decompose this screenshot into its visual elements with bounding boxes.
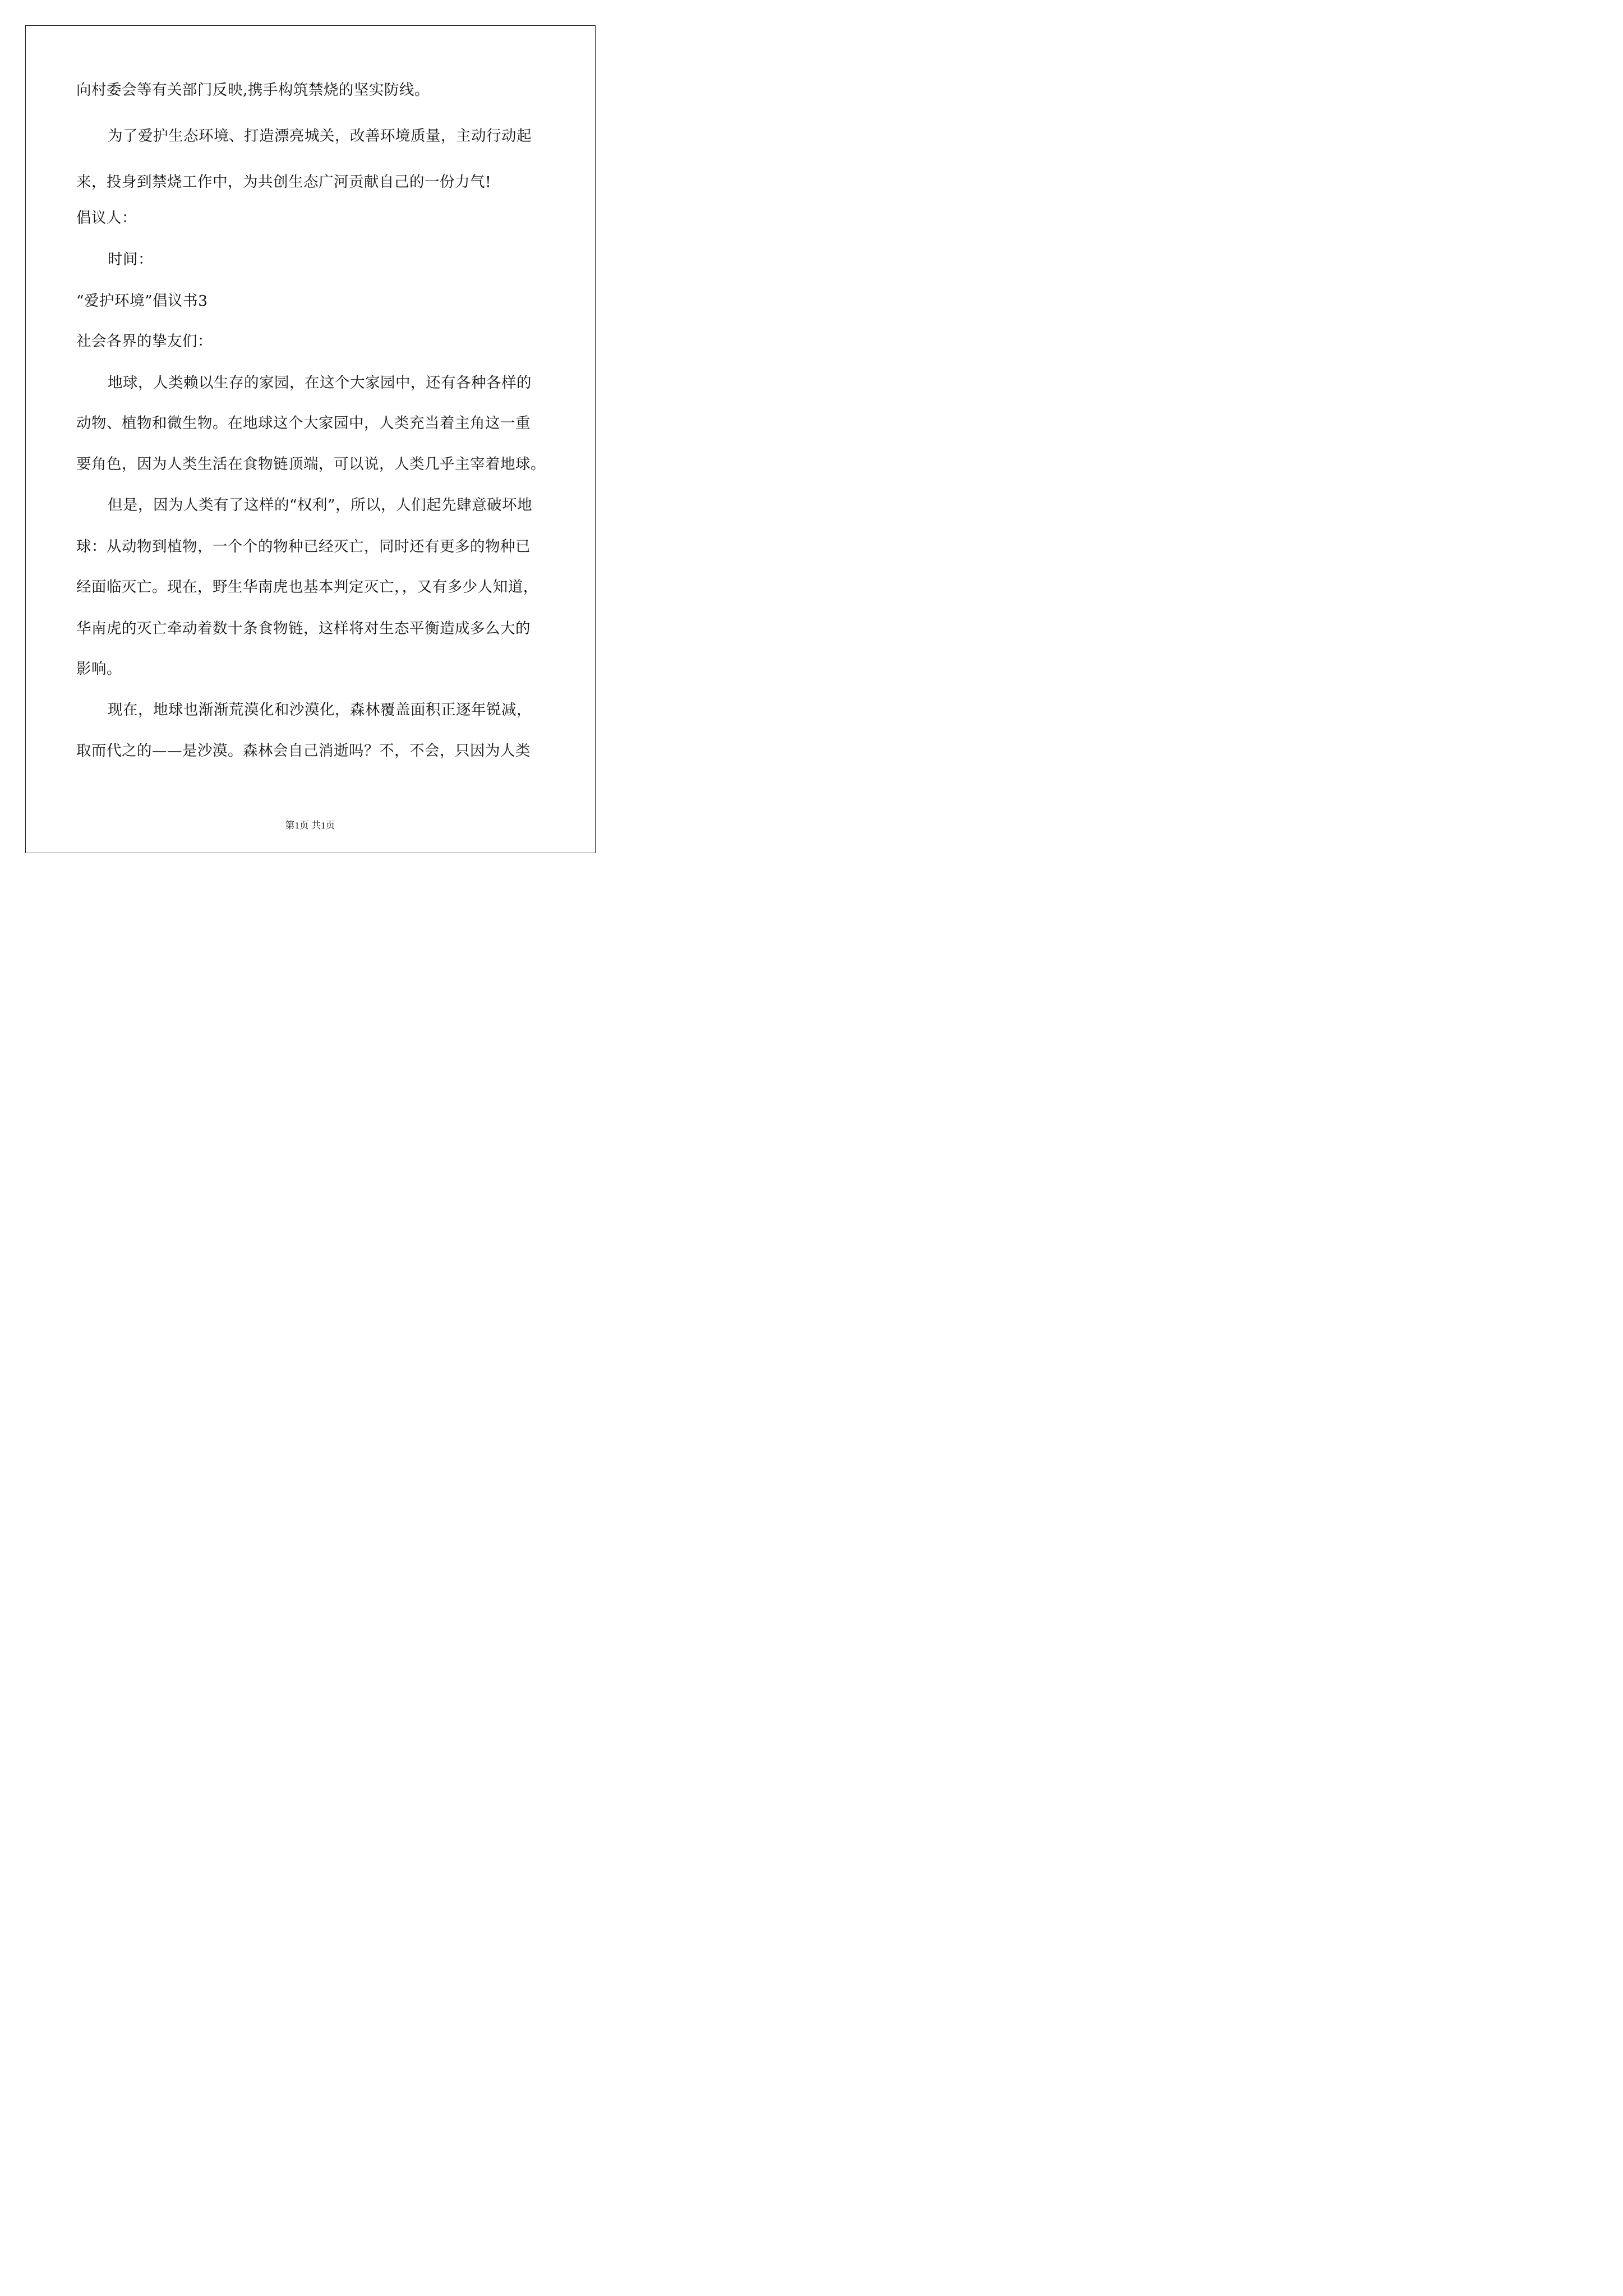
paragraph-line-2: 为了爱护生态环境、打造漂亮城关，改善环境质量，主动行动起 bbox=[108, 127, 532, 145]
paragraph-line-16: 现在，地球也渐渐荒漠化和沙漠化，森林覆盖面积正逐年锐减， bbox=[108, 701, 532, 719]
proposer-label: 倡议人： bbox=[76, 209, 137, 227]
paragraph-line-17: 取而代之的——是沙漠。森林会自己消逝吗？不，不会，只因为人类 bbox=[76, 742, 531, 760]
salutation: 社会各界的挚友们： bbox=[76, 333, 213, 350]
paragraph-line-11: 但是，因为人类有了这样的“权利”，所以，人们起先肆意破坏地 bbox=[108, 496, 533, 514]
paragraph-line-15: 影响。 bbox=[76, 660, 122, 678]
paragraph-line-3: 来，投身到禁烧工作中，为共创生态广河贡献自己的一份力气! bbox=[76, 173, 492, 191]
text-line-1: 向村委会等有关部门反映,携手构筑禁烧的坚实防线。 bbox=[76, 81, 430, 99]
paragraph-line-10: 要角色，因为人类生活在食物链顶端，可以说，人类几乎主宰着地球。 bbox=[76, 455, 546, 473]
paragraph-line-12: 球：从动物到植物，一个个的物种已经灭亡，同时还有更多的物种已 bbox=[76, 538, 531, 555]
section-heading: “爱护环境”倡议书3 bbox=[76, 292, 208, 310]
paragraph-line-13: 经面临灭亡。现在，野生华南虎也基本判定灭亡，，又有多少人知道， bbox=[76, 578, 538, 596]
paragraph-line-14: 华南虎的灭亡牵动着数十条食物链，这样将对生态平衡造成多么大的 bbox=[76, 620, 531, 637]
paragraph-line-9: 动物、植物和微生物。在地球这个大家园中，人类充当着主角这一重 bbox=[76, 415, 531, 432]
page-border bbox=[25, 25, 596, 853]
date-label: 时间： bbox=[108, 251, 153, 268]
paragraph-line-8: 地球，人类赖以生存的家园，在这个大家园中，还有各种各样的 bbox=[108, 374, 532, 392]
page-footer: 第1页 共1页 bbox=[285, 820, 335, 831]
